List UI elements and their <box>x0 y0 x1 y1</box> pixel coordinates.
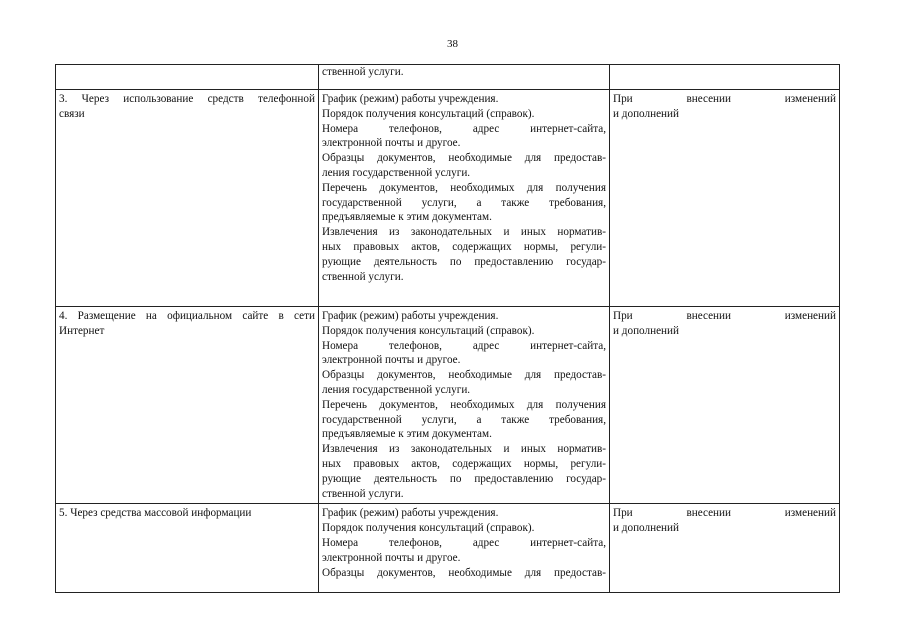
timing-text: и дополнений <box>613 522 679 535</box>
method-cell <box>56 65 319 90</box>
content-line: ственной услуги. <box>322 66 404 78</box>
table-row <box>56 90 840 307</box>
content-line: предъявляемые к этим документам. <box>322 428 492 441</box>
method-cell <box>56 504 319 593</box>
content-line: электронной почты и другое. <box>322 551 461 564</box>
method-cell <box>56 90 319 307</box>
timing-cell <box>610 307 840 504</box>
table-row <box>56 307 840 504</box>
timing-text: При внесении изменений <box>613 310 836 322</box>
content-line: График (режим) работы учреждения. <box>322 93 499 105</box>
method-text: Интернет <box>59 324 105 337</box>
content-line: Порядок получения консультаций (справок). <box>322 324 535 337</box>
content-line: Номера телефонов, адрес интернет-сайта, <box>322 122 606 135</box>
content-line: государственной услуги, а также требования, <box>322 196 606 209</box>
content-cell <box>319 65 610 90</box>
content-line: Извлечения из законодательных и иных норматив- <box>322 226 606 239</box>
content-line: Образцы документов, необходимые для предостав- <box>322 152 606 165</box>
content-cell <box>319 504 610 593</box>
method-text: 4. Размещение на официальном сайте в сети <box>59 310 315 322</box>
timing-cell <box>610 65 840 90</box>
content-line: предъявляемые к этим документам. <box>322 211 492 224</box>
content-line: Извлечения из законодательных и иных норматив- <box>322 443 606 456</box>
table-row <box>56 65 840 90</box>
content-cell <box>319 307 610 504</box>
content-line: График (режим) работы учреждения. <box>322 507 499 520</box>
content-line: Номера телефонов, адрес интернет-сайта, <box>322 339 606 352</box>
method-text: 3. Через использование средств телефонной <box>59 93 315 105</box>
content-line: ления государственной услуги. <box>322 383 471 396</box>
content-line: Перечень документов, необходимых для получения <box>322 398 606 411</box>
content-line: ственной услуги. <box>322 487 404 500</box>
content-line: Образцы документов, необходимые для предостав- <box>322 369 606 382</box>
timing-text: При внесении изменений <box>613 507 836 520</box>
content-line: ных правовых актов, содержащих нормы, регули- <box>322 240 606 253</box>
timing-text: и дополнений <box>613 324 679 337</box>
content-line: Порядок получения консультаций (справок). <box>322 107 535 120</box>
content-line: Образцы документов, необходимые для предостав- <box>322 566 606 579</box>
content-line: рующие деятельность по предоставлению государ- <box>322 472 606 485</box>
content-line: Порядок получения консультаций (справок). <box>322 522 535 535</box>
content-line: Номера телефонов, адрес интернет-сайта, <box>322 536 606 549</box>
content-line: электронной почты и другое. <box>322 354 461 367</box>
content-line: ственной услуги. <box>322 270 404 283</box>
content-line: государственной услуги, а также требования, <box>322 413 606 426</box>
timing-cell <box>610 504 840 593</box>
info-table <box>55 64 840 593</box>
content-cell <box>319 90 610 307</box>
content-line: График (режим) работы учреждения. <box>322 310 499 322</box>
page-number: 38 <box>447 38 458 50</box>
timing-cell <box>610 90 840 307</box>
content-line: Перечень документов, необходимых для получения <box>322 181 606 194</box>
content-line: электронной почты и другое. <box>322 137 461 150</box>
content-clip <box>322 506 606 583</box>
table-row <box>56 504 840 593</box>
content-line: ных правовых актов, содержащих нормы, регули- <box>322 457 606 470</box>
timing-text: и дополнений <box>613 107 679 120</box>
content-line: ления государственной услуги. <box>322 166 471 179</box>
method-text: связи <box>59 107 85 120</box>
method-cell <box>56 307 319 504</box>
timing-text: При внесении изменений <box>613 93 836 105</box>
method-text: 5. Через средства массовой информации <box>59 507 252 520</box>
content-line: рующие деятельность по предоставлению государ- <box>322 255 606 268</box>
